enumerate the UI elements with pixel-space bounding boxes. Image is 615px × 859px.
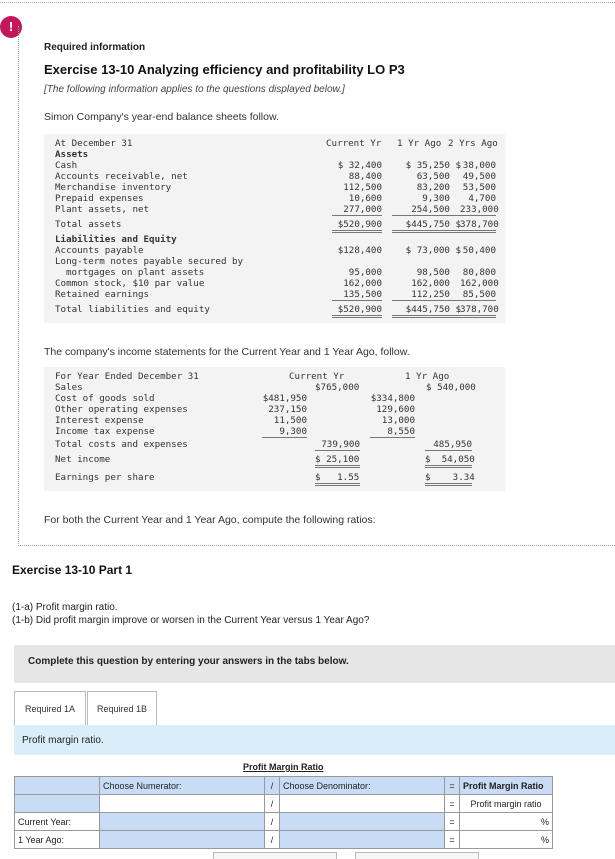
double-underline [425, 483, 472, 486]
divide-sign: / [265, 813, 280, 831]
ratio-table-title: Profit Margin Ratio [243, 762, 324, 772]
equals-sign: = [445, 813, 460, 831]
bs-row-label: mortgages on plant assets [66, 267, 205, 278]
result-header: Profit Margin Ratio [460, 777, 553, 795]
double-underline [425, 465, 472, 468]
bs-col-1yr: 1 Yr Ago [397, 138, 442, 149]
info-note: [The following information applies to the questions displayed below.] [44, 84, 345, 95]
bs-row-label: Merchandise inventory [55, 182, 172, 193]
is-eps-current: $ 1.55 [315, 472, 360, 483]
bs-total-assets-label: Total assets [55, 219, 122, 230]
equals-sign: = [445, 777, 460, 795]
bs-cell [391, 171, 461, 182]
instruction-text: Complete this question by entering your answers in the tabs below. [28, 656, 349, 667]
is-cell: 8,550 [387, 426, 415, 437]
bs-cell: 112,500 [343, 182, 382, 193]
underline [262, 437, 307, 438]
bs-cell: 233,000 [460, 204, 499, 215]
bs-cell-text: 83,200 [416, 182, 450, 193]
numerator-input-prior[interactable] [100, 831, 265, 849]
bs-cell: $445,750 $ [405, 304, 461, 315]
divide-sign: / [265, 831, 280, 849]
underline [392, 300, 496, 301]
percent-sign: % [540, 816, 549, 827]
compute-intro: For both the Current Year and 1 Year Ago, compute the following ratios: [44, 514, 376, 526]
bs-col-2yr: 2 Yrs Ago [448, 138, 498, 149]
row-header-blank [15, 777, 100, 795]
tab-required-1b[interactable]: Required 1B [87, 691, 157, 727]
underline [332, 215, 382, 216]
bs-cell: 378,700 [460, 219, 499, 230]
bs-row-label: Prepaid expenses [55, 193, 144, 204]
bs-row-label: Long-term notes payable secured by [55, 256, 244, 267]
part-title: Exercise 13-10 Part 1 [12, 563, 133, 577]
double-underline [332, 230, 382, 233]
is-total-prior: 485,950 [433, 439, 472, 450]
double-underline [392, 230, 496, 233]
is-col-current: Current Yr [289, 371, 345, 382]
bs-cell: $128,400 [337, 245, 382, 256]
equals-sign: = [445, 831, 460, 849]
bs-cell [391, 289, 461, 300]
bs-header: At December 31 [55, 138, 133, 149]
is-cell: $334,800 [370, 393, 415, 404]
ratio-table [14, 776, 553, 849]
is-net-label: Net income [55, 454, 111, 465]
bs-col-current: Current Yr [326, 138, 382, 149]
bs-cell: 50,400 [462, 245, 496, 256]
bs-cell: 80,800 [462, 267, 496, 278]
panel-label: Profit margin ratio. [22, 735, 104, 746]
bs-assets-label: Assets [55, 149, 89, 160]
result-input-current[interactable] [460, 813, 553, 831]
is-col-prior: 1 Yr Ago [405, 371, 450, 382]
bs-cell: 135,500 [343, 289, 382, 300]
bs-cell: $520,900 [337, 219, 382, 230]
bs-row-label: Retained earnings [55, 289, 150, 300]
bs-cell: 88,400 [348, 171, 382, 182]
bs-cell: 53,500 [462, 182, 496, 193]
double-underline [392, 315, 496, 318]
is-eps-label: Earnings per share [55, 472, 155, 483]
bs-row-label: Accounts receivable, net [55, 171, 188, 182]
bs-cell: 95,000 [348, 267, 382, 278]
bs-row-label: Plant assets, net [55, 204, 150, 215]
result-input-prior[interactable] [460, 831, 553, 849]
bs-cell: $ 35,250 $ [405, 160, 461, 171]
is-net-current: $ 25,100 [315, 454, 360, 465]
is-cell: 237,150 [268, 404, 307, 415]
bs-cell: 162,000 [460, 278, 499, 289]
is-cell: 13,000 [381, 415, 415, 426]
double-underline [315, 483, 360, 486]
bs-cell: 38,000 [462, 160, 496, 171]
numerator-select[interactable] [100, 795, 265, 813]
bs-cell: 85,500 [462, 289, 496, 300]
denominator-header: Choose Denominator: [280, 777, 445, 795]
bs-cell-text: 9,300 [422, 193, 450, 204]
is-cell: 129,600 [376, 404, 415, 415]
is-row-label: Income tax expense [55, 426, 155, 437]
is-sales-label: Sales [55, 382, 83, 393]
bs-cell: 162,000 [343, 278, 382, 289]
bs-cell: 277,000 [343, 204, 382, 215]
alert-icon: ! [0, 16, 22, 38]
result-subheader: Profit margin ratio [460, 795, 553, 813]
bs-total-liab-label: Total liabilities and equity [55, 304, 210, 315]
nav-button-stub[interactable] [355, 852, 479, 859]
is-row-label: Interest expense [55, 415, 144, 426]
required-info-label: Required information [44, 42, 146, 53]
equals-sign: = [445, 795, 460, 813]
bs-cell [391, 204, 461, 215]
bs-cell [391, 278, 461, 289]
bs-cell: 10,600 [348, 193, 382, 204]
double-underline [315, 465, 360, 468]
bs-cell: $520,900 [337, 304, 382, 315]
is-sales-prior: $ 540,000 [426, 382, 476, 393]
is-cell: $481,950 [262, 393, 307, 404]
bs-row-label: Common stock, $10 par value [55, 278, 205, 289]
bs-row-label: Accounts payable [55, 245, 144, 256]
bs-cell: 378,700 [460, 304, 499, 315]
is-cell: 9,300 [279, 426, 307, 437]
tab-required-1a[interactable]: Required 1A [14, 691, 86, 727]
is-row-label: Cost of goods sold [55, 393, 155, 404]
is-header: For Year Ended December 31 [55, 371, 199, 382]
bs-cell-text: 63,500 [416, 171, 450, 182]
is-total-current: 739,900 [321, 439, 360, 450]
answer-panel [14, 725, 615, 755]
is-row-label: Other operating expenses [55, 404, 188, 415]
numerator-header: Choose Numerator: [100, 777, 265, 795]
bs-row-label: Cash [55, 160, 78, 171]
underline [392, 215, 496, 216]
bs-cell-text: 98,500 [416, 267, 450, 278]
double-underline [332, 315, 382, 318]
balance-intro: Simon Company's year-end balance sheets follow. [44, 111, 279, 123]
is-total-label: Total costs and expenses [55, 439, 188, 450]
underline [315, 450, 360, 451]
bs-cell: 49,500 [462, 171, 496, 182]
question-1a: (1-a) Profit margin ratio. [12, 602, 118, 613]
denominator-input-prior[interactable] [280, 831, 445, 849]
top-divider [0, 2, 615, 3]
is-sales-current: $765,000 [315, 382, 360, 393]
divide-sign: / [265, 795, 280, 813]
bs-liab-label: Liabilities and Equity [55, 234, 177, 245]
question-1b: (1-b) Did profit margin improve or worsen in the Current Year versus 1 Year Ago? [12, 615, 370, 626]
exercise-title: Exercise 13-10 Analyzing efficiency and profitability LO P3 [44, 62, 405, 77]
row-label-current: Current Year: [15, 813, 100, 831]
numerator-input-current[interactable] [100, 813, 265, 831]
row-label-prior: 1 Year Ago: [15, 831, 100, 849]
denominator-input-current[interactable] [280, 813, 445, 831]
percent-sign: % [540, 834, 549, 845]
bs-cell [391, 267, 461, 278]
bs-cell-text: 254,500 [411, 204, 450, 215]
is-cell: 11,500 [273, 415, 307, 426]
underline [370, 437, 415, 438]
is-net-prior: $ 54,050 [425, 454, 475, 465]
bs-cell: $ 32,400 [337, 160, 382, 171]
bs-cell: 4,700 [468, 193, 496, 204]
divide-sign: / [265, 777, 280, 795]
bs-cell-text: 162,000 [411, 278, 450, 289]
is-eps-prior: $ 3.34 [425, 472, 475, 483]
income-intro: The company's income statements for the Current Year and 1 Year Ago, follow. [44, 346, 410, 358]
row-header-blank [15, 795, 100, 813]
underline [425, 450, 472, 451]
bs-cell [391, 193, 461, 204]
bs-cell [391, 182, 461, 193]
bs-cell-text: 112,250 [411, 289, 450, 300]
bs-cell: $445,750 $ [405, 219, 461, 230]
underline [332, 300, 382, 301]
denominator-select[interactable] [280, 795, 445, 813]
nav-button-stub[interactable] [213, 852, 337, 859]
bs-cell: $ 73,000 $ [405, 245, 461, 256]
